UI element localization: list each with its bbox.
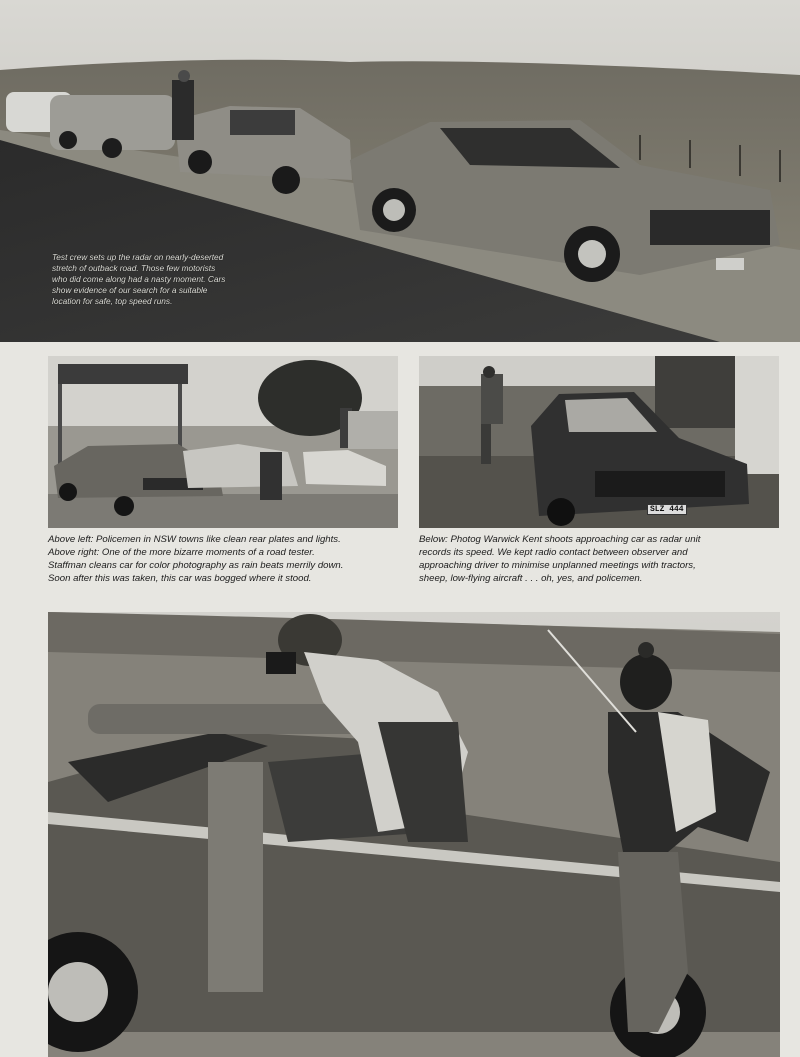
caption-left-line: Above left: Policemen in NSW towns like clean rear plates and lights.: [48, 534, 341, 545]
photo-photographer-radio: [48, 612, 780, 1057]
license-plate: SLZ 444: [647, 504, 687, 515]
photo-service-station: [48, 356, 398, 528]
caption-left-line: Staffman cleans car for color photography as rain beats merrily down.: [48, 560, 344, 571]
caption-right: [419, 533, 781, 585]
photo-service-station-image: [48, 356, 398, 528]
caption-right-line: records its speed. We kept radio contact between observer and: [419, 547, 688, 558]
caption-left-line: Above right: One of the more bizarre moments of a road tester.: [48, 547, 315, 558]
caption-left: [48, 533, 400, 585]
photo-cars-roadside: [0, 0, 800, 342]
caption-right-line: Below: Photog Warwick Kent shoots approaching car as radar unit: [419, 534, 701, 545]
caption-left-line: Soon after this was taken, this car was bogged where it stood.: [48, 573, 312, 584]
photo-muddy-car-image: [419, 356, 779, 528]
photo-photographer-radio-image: [48, 612, 780, 1057]
caption-right-line: sheep, low-flying aircraft . . . oh, yes, and policemen.: [419, 573, 643, 584]
caption-right-line: approaching driver to minimise unplanned meetings with tractors,: [419, 560, 696, 571]
top-photo-caption: Test crew sets up the radar on nearly-deserted stretch of outback road. Those few motorists who did come along had a nasty moment. Cars show evidence of our search for a suitable location for safe, top speed runs.: [52, 252, 226, 306]
photo-muddy-car: [419, 356, 779, 528]
